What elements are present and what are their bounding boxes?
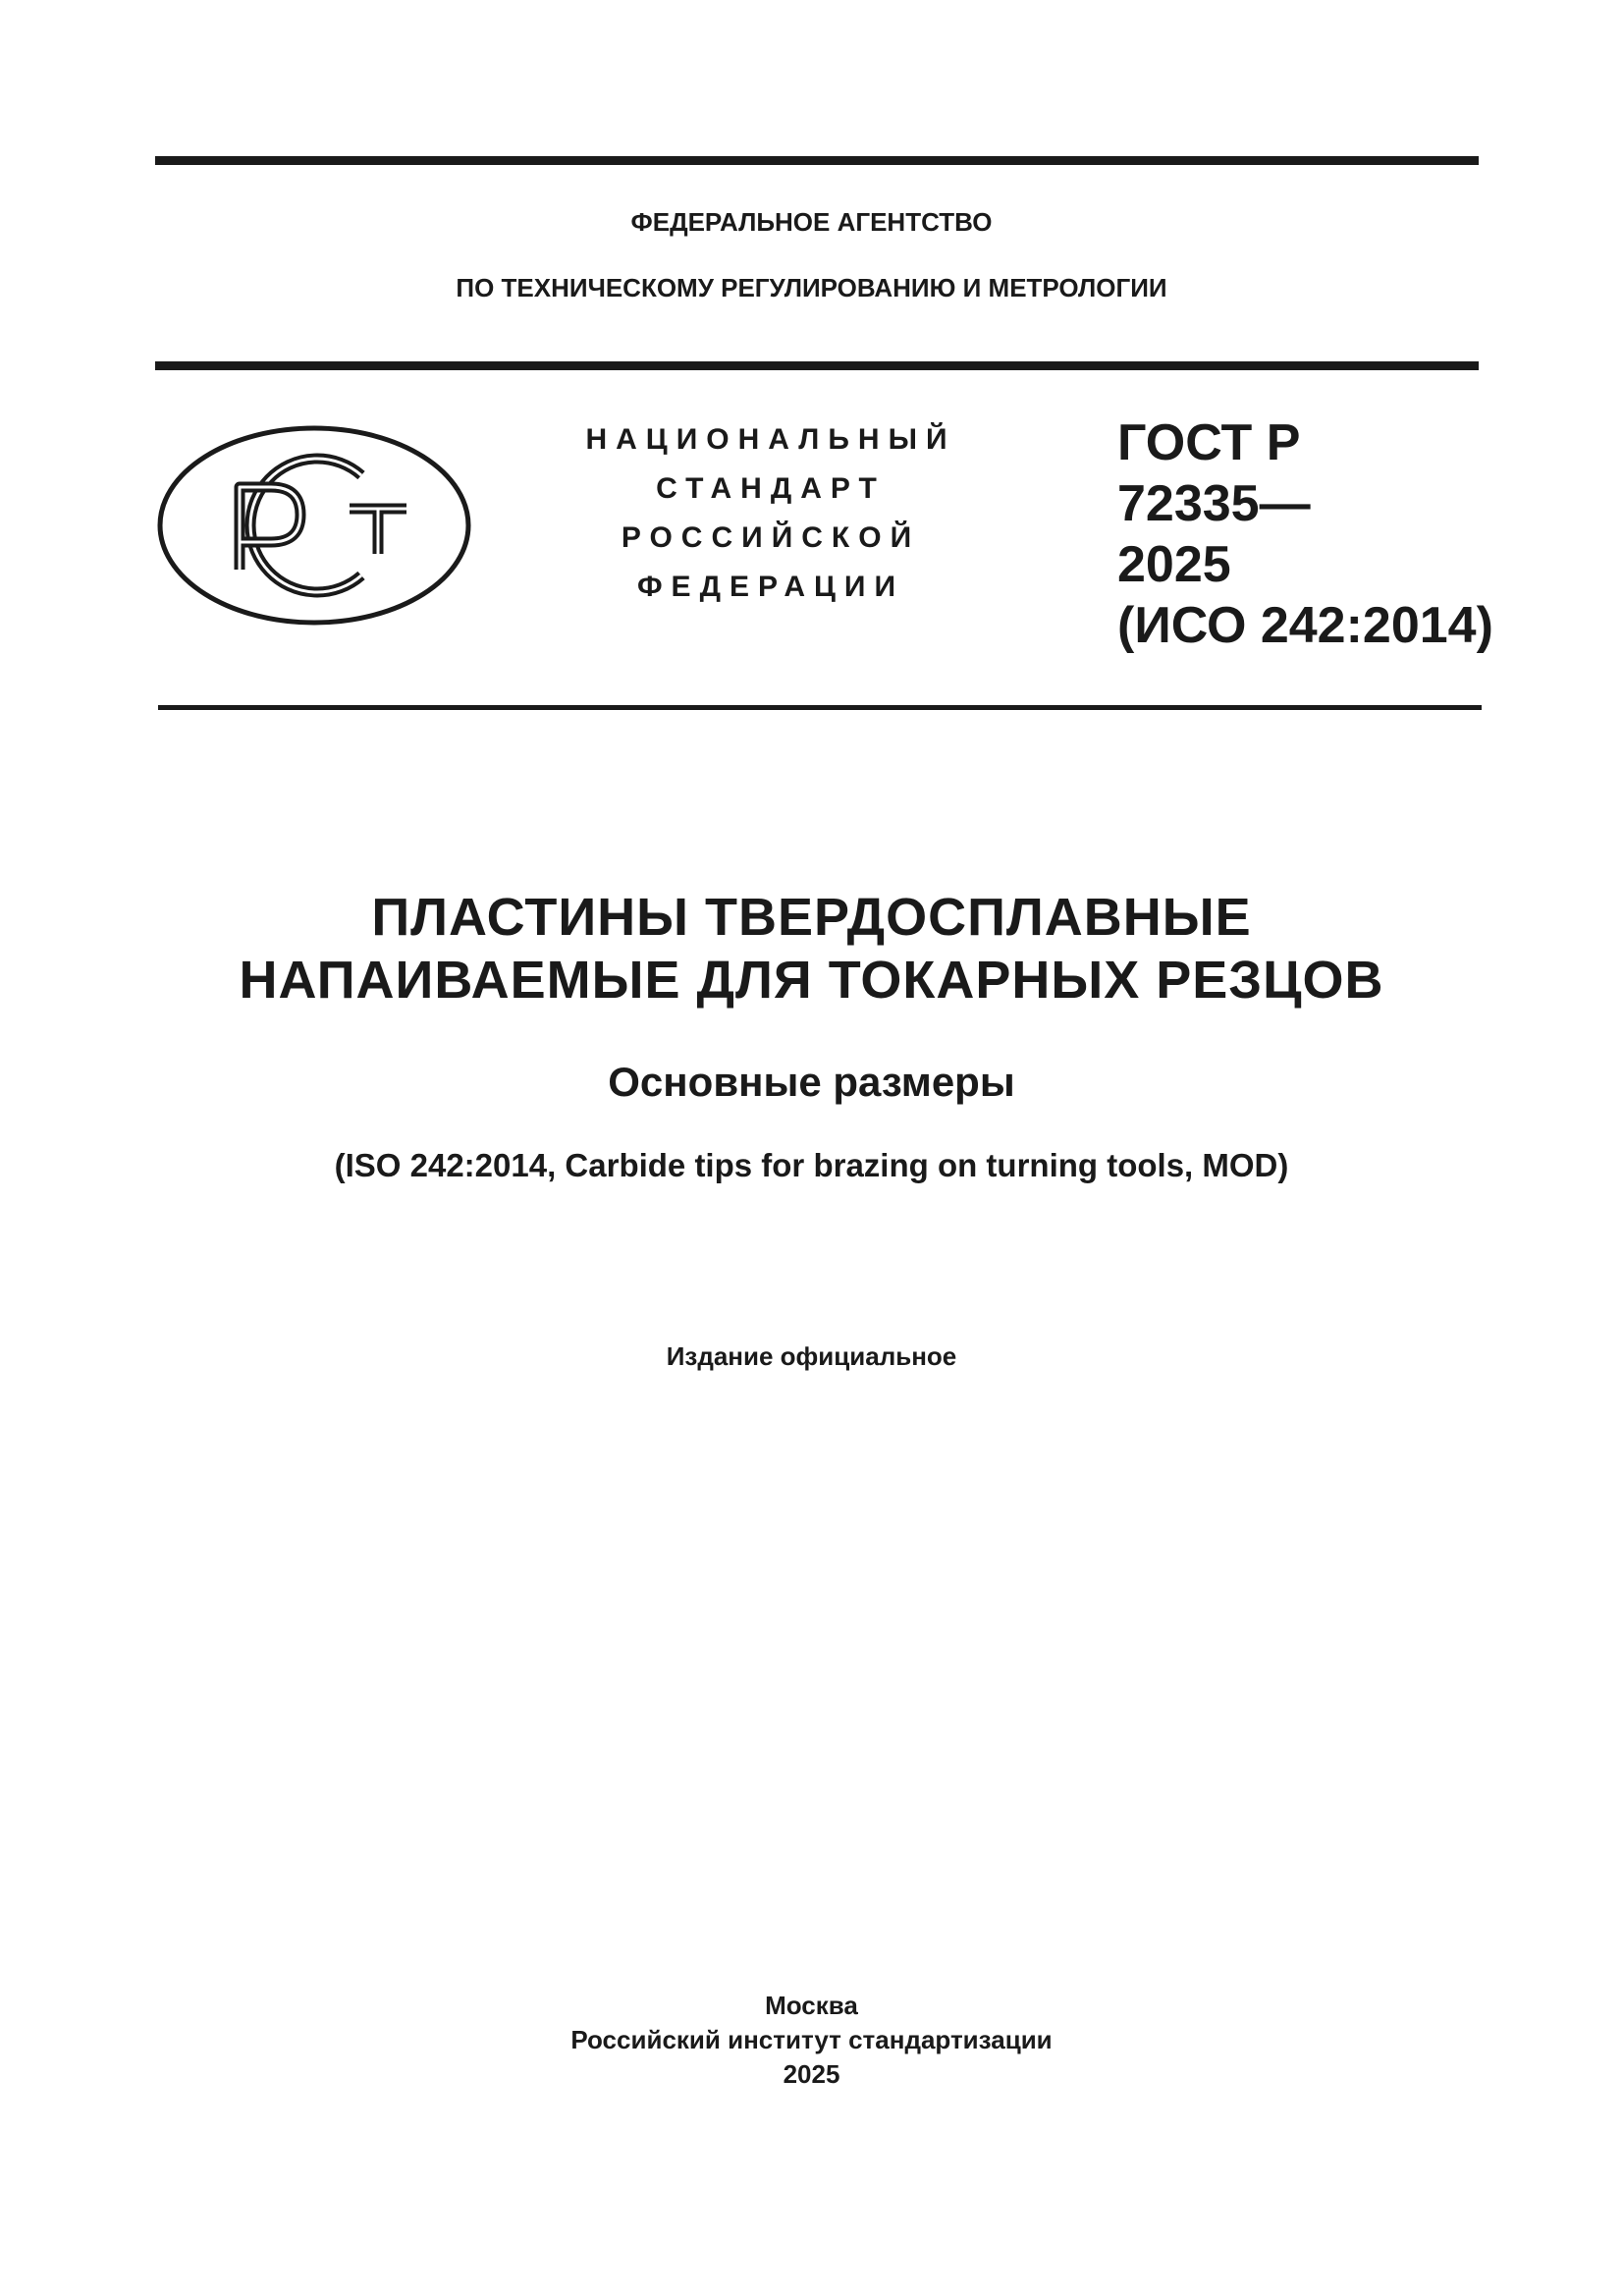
document-title-line-1: ПЛАСТИНЫ ТВЕРДОСПЛАВНЫЕ (371, 888, 1252, 947)
national-standard-line-2: СТАНДАРТ (656, 472, 886, 505)
footer-imprint (0, 1989, 1623, 2092)
top-rule (155, 156, 1479, 165)
designation-rule (158, 705, 1482, 710)
edition-label: Издание официальное (666, 1341, 957, 1371)
national-standard-line-1: НАЦИОНАЛЬНЫЙ (585, 423, 956, 456)
iso-reference: (ISO 242:2014, Carbide tips for brazing on turning tools, MOD) (334, 1147, 1289, 1183)
header-rule (155, 361, 1479, 370)
designation-line-2: 72335— (1117, 475, 1311, 532)
document-title-line-2: НАПАИВАЕМЫЕ ДЛЯ ТОКАРНЫХ РЕЗЦОВ (239, 951, 1384, 1010)
designation-line-3: 2025 (1117, 536, 1231, 593)
designation-line-1: ГОСТ Р (1117, 414, 1301, 471)
gost-r-certification-logo-icon (155, 424, 473, 627)
footer-city: Москва (765, 1991, 858, 2020)
footer-year: 2025 (783, 2059, 840, 2089)
footer-publisher: Российский институт стандартизации (570, 2025, 1053, 2054)
agency-line-2: ПО ТЕХНИЧЕСКОМУ РЕГУЛИРОВАНИЮ И МЕТРОЛОГИИ (456, 273, 1167, 302)
designation-line-4: (ИСО 242:2014) (1117, 597, 1493, 654)
national-standard-line-4: ФЕДЕРАЦИИ (636, 571, 905, 603)
national-standard-label (550, 415, 992, 612)
agency-line-1: ФЕДЕРАЛЬНОЕ АГЕНТСТВО (630, 207, 993, 237)
national-standard-line-3: РОССИЙСКОЙ (621, 521, 921, 554)
document-subtitle: Основные размеры (608, 1059, 1015, 1105)
standard-designation (1117, 412, 1493, 656)
